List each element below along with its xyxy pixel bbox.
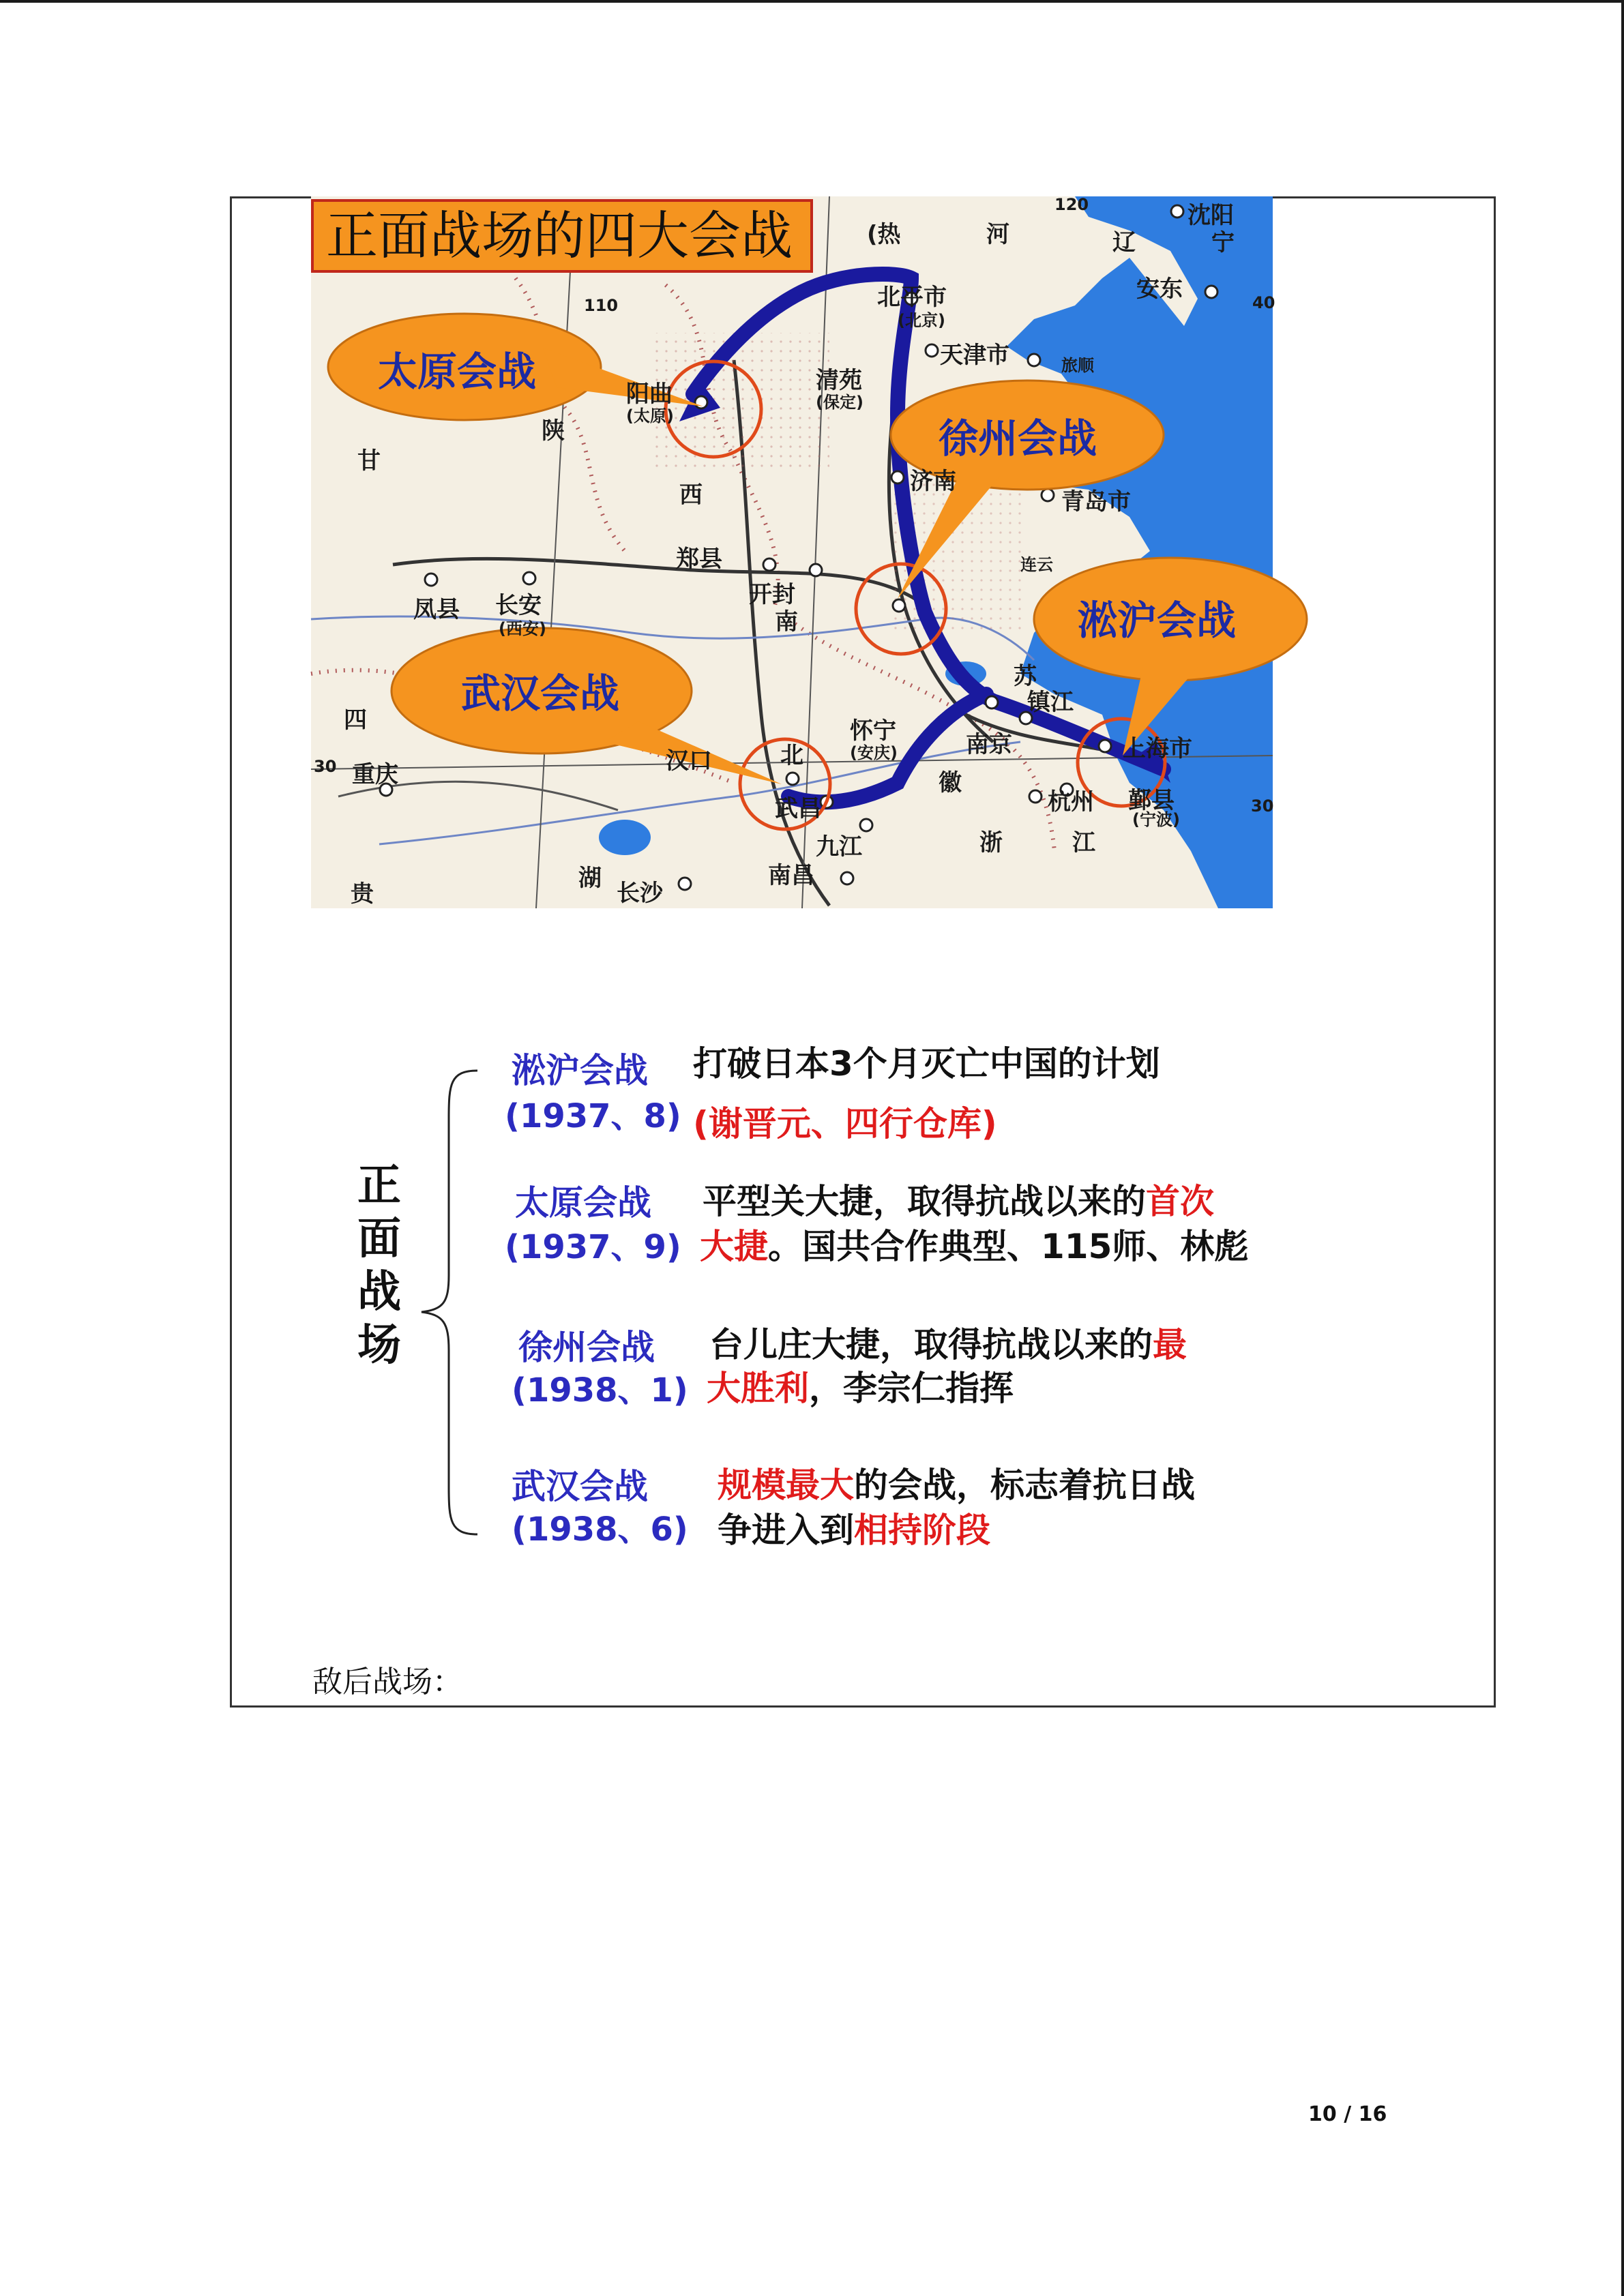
battle-name: 武汉会战	[512, 1467, 648, 1506]
desc-segment: 台儿庄大捷，取得抗战以来的	[709, 1325, 1153, 1365]
place-label: 河	[986, 221, 1009, 248]
callout-wuhan: 武汉会战	[461, 670, 620, 717]
desc-segment: 最	[1153, 1325, 1187, 1365]
desc-segment: 争进入到	[718, 1510, 854, 1550]
place-label: 安东	[1136, 275, 1183, 303]
place-label: 上海市	[1123, 735, 1192, 762]
place-label: 怀宁	[850, 717, 896, 745]
desc-segment: (谢晋元、四行仓库)	[693, 1104, 997, 1144]
side-label-char: 场	[357, 1320, 401, 1371]
battle-name: 徐州会战	[518, 1328, 655, 1367]
place-label: (安庆)	[850, 743, 898, 762]
place-label: 清苑	[816, 367, 862, 394]
battle-desc-line1	[709, 1317, 1187, 1367]
desc-segment: 大捷	[700, 1227, 768, 1266]
place-label: (宁波)	[1132, 810, 1180, 829]
place-label: 鄞县	[1128, 787, 1175, 814]
grid-number: 30	[1251, 796, 1274, 816]
place-label: 北	[780, 742, 803, 769]
battle-date: (1937、8)	[505, 1097, 681, 1135]
place-label: 南	[775, 608, 798, 636]
place-label: 宁	[1211, 229, 1235, 256]
place-label: 北平市	[877, 284, 947, 311]
desc-segment: 的会战，标志着抗日战	[854, 1465, 1195, 1505]
historical-map	[311, 196, 1273, 908]
place-label: 阳曲	[626, 381, 673, 408]
grid-number: 30	[314, 757, 337, 776]
place-label: 连云	[1020, 555, 1053, 574]
place-label: 苏	[1014, 663, 1037, 690]
side-label-char: 战	[357, 1267, 401, 1317]
place-label: 青岛市	[1061, 488, 1131, 516]
place-label: 辽	[1112, 229, 1136, 256]
curly-brace-icon	[409, 1064, 484, 1541]
place-label: 陕	[542, 417, 565, 445]
callout-taiyuan: 太原会战	[378, 348, 537, 395]
grid-number: 110	[584, 296, 619, 315]
battle-date: (1938、6)	[512, 1510, 688, 1549]
place-label: 江	[1072, 829, 1095, 856]
place-label: 重庆	[352, 761, 398, 788]
page-number: 10 / 16	[1308, 2102, 1387, 2126]
battle-date: (1937、9)	[505, 1228, 681, 1266]
callout-xuzhou: 徐州会战	[939, 415, 1097, 462]
side-label-front-battlefield	[352, 1159, 407, 1372]
desc-segment: 首次	[1146, 1182, 1214, 1221]
place-label: 汉口	[666, 747, 712, 775]
side-label-char: 正	[357, 1161, 401, 1211]
place-label: (热	[867, 221, 901, 248]
place-label: 九江	[816, 833, 862, 861]
grid-number: 120	[1054, 195, 1089, 214]
grid-number: 40	[1252, 293, 1275, 312]
place-label: (西安)	[499, 619, 546, 638]
battle-name: 太原会战	[515, 1183, 651, 1223]
place-label: (太原)	[626, 406, 674, 426]
desc-segment: 平型关大捷，取得抗战以来的	[703, 1182, 1146, 1221]
desc-segment: 相持阶段	[854, 1510, 990, 1550]
place-label: 武昌	[775, 795, 821, 822]
right-border-line	[1621, 0, 1624, 2296]
place-label: 镇江	[1027, 689, 1074, 716]
place-label: 浙	[979, 829, 1003, 856]
battle-desc-line2	[718, 1503, 990, 1552]
map-title: 正面战场的四大会战	[311, 199, 813, 273]
place-label: 南京	[966, 731, 1012, 758]
enemy-battlefield-label: 敌后战场：	[312, 1665, 462, 1699]
place-label: 贵	[351, 880, 374, 908]
side-label-char: 面	[357, 1214, 401, 1264]
place-label: 甘	[357, 447, 381, 475]
place-label: 长安	[495, 592, 542, 619]
place-label: 徽	[939, 769, 962, 796]
desc-segment: 打破日本3个月灭亡中国的计划	[693, 1044, 1160, 1084]
place-label: 四	[344, 706, 367, 734]
desc-segment: 大胜利	[707, 1369, 809, 1408]
battle-desc-line1	[693, 1037, 1160, 1086]
battle-desc-line1	[703, 1174, 1214, 1223]
desc-segment: 。国共合作典型、115师、林彪	[768, 1227, 1249, 1266]
place-label: 南昌	[768, 862, 814, 889]
battle-desc-line2	[693, 1097, 997, 1146]
battle-name: 淞沪会战	[512, 1051, 648, 1090]
desc-segment: ，李宗仁指挥	[809, 1369, 1014, 1408]
battle-desc-line2	[700, 1219, 1248, 1268]
place-label: 沈阳	[1187, 202, 1234, 229]
place-label: 开封	[749, 581, 795, 608]
place-label: (北京)	[898, 311, 945, 330]
place-label: 西	[679, 481, 703, 509]
place-label: 郑县	[676, 546, 722, 573]
battle-desc-line1	[718, 1458, 1195, 1507]
desc-segment: 规模最大	[718, 1465, 854, 1505]
place-label: 湖	[578, 865, 602, 892]
battle-desc-line2	[707, 1361, 1014, 1410]
place-label: 天津市	[940, 342, 1009, 369]
place-label: 旅顺	[1061, 356, 1094, 375]
callout-songhu: 淞沪会战	[1078, 597, 1237, 644]
battle-date: (1938、1)	[512, 1371, 688, 1410]
place-label: 杭州	[1048, 788, 1094, 816]
top-border-line	[0, 0, 1624, 3]
place-label: (保定)	[816, 393, 863, 412]
place-label: 长沙	[617, 880, 663, 907]
place-label: 凤县	[413, 596, 460, 623]
place-label: 济南	[910, 468, 956, 495]
